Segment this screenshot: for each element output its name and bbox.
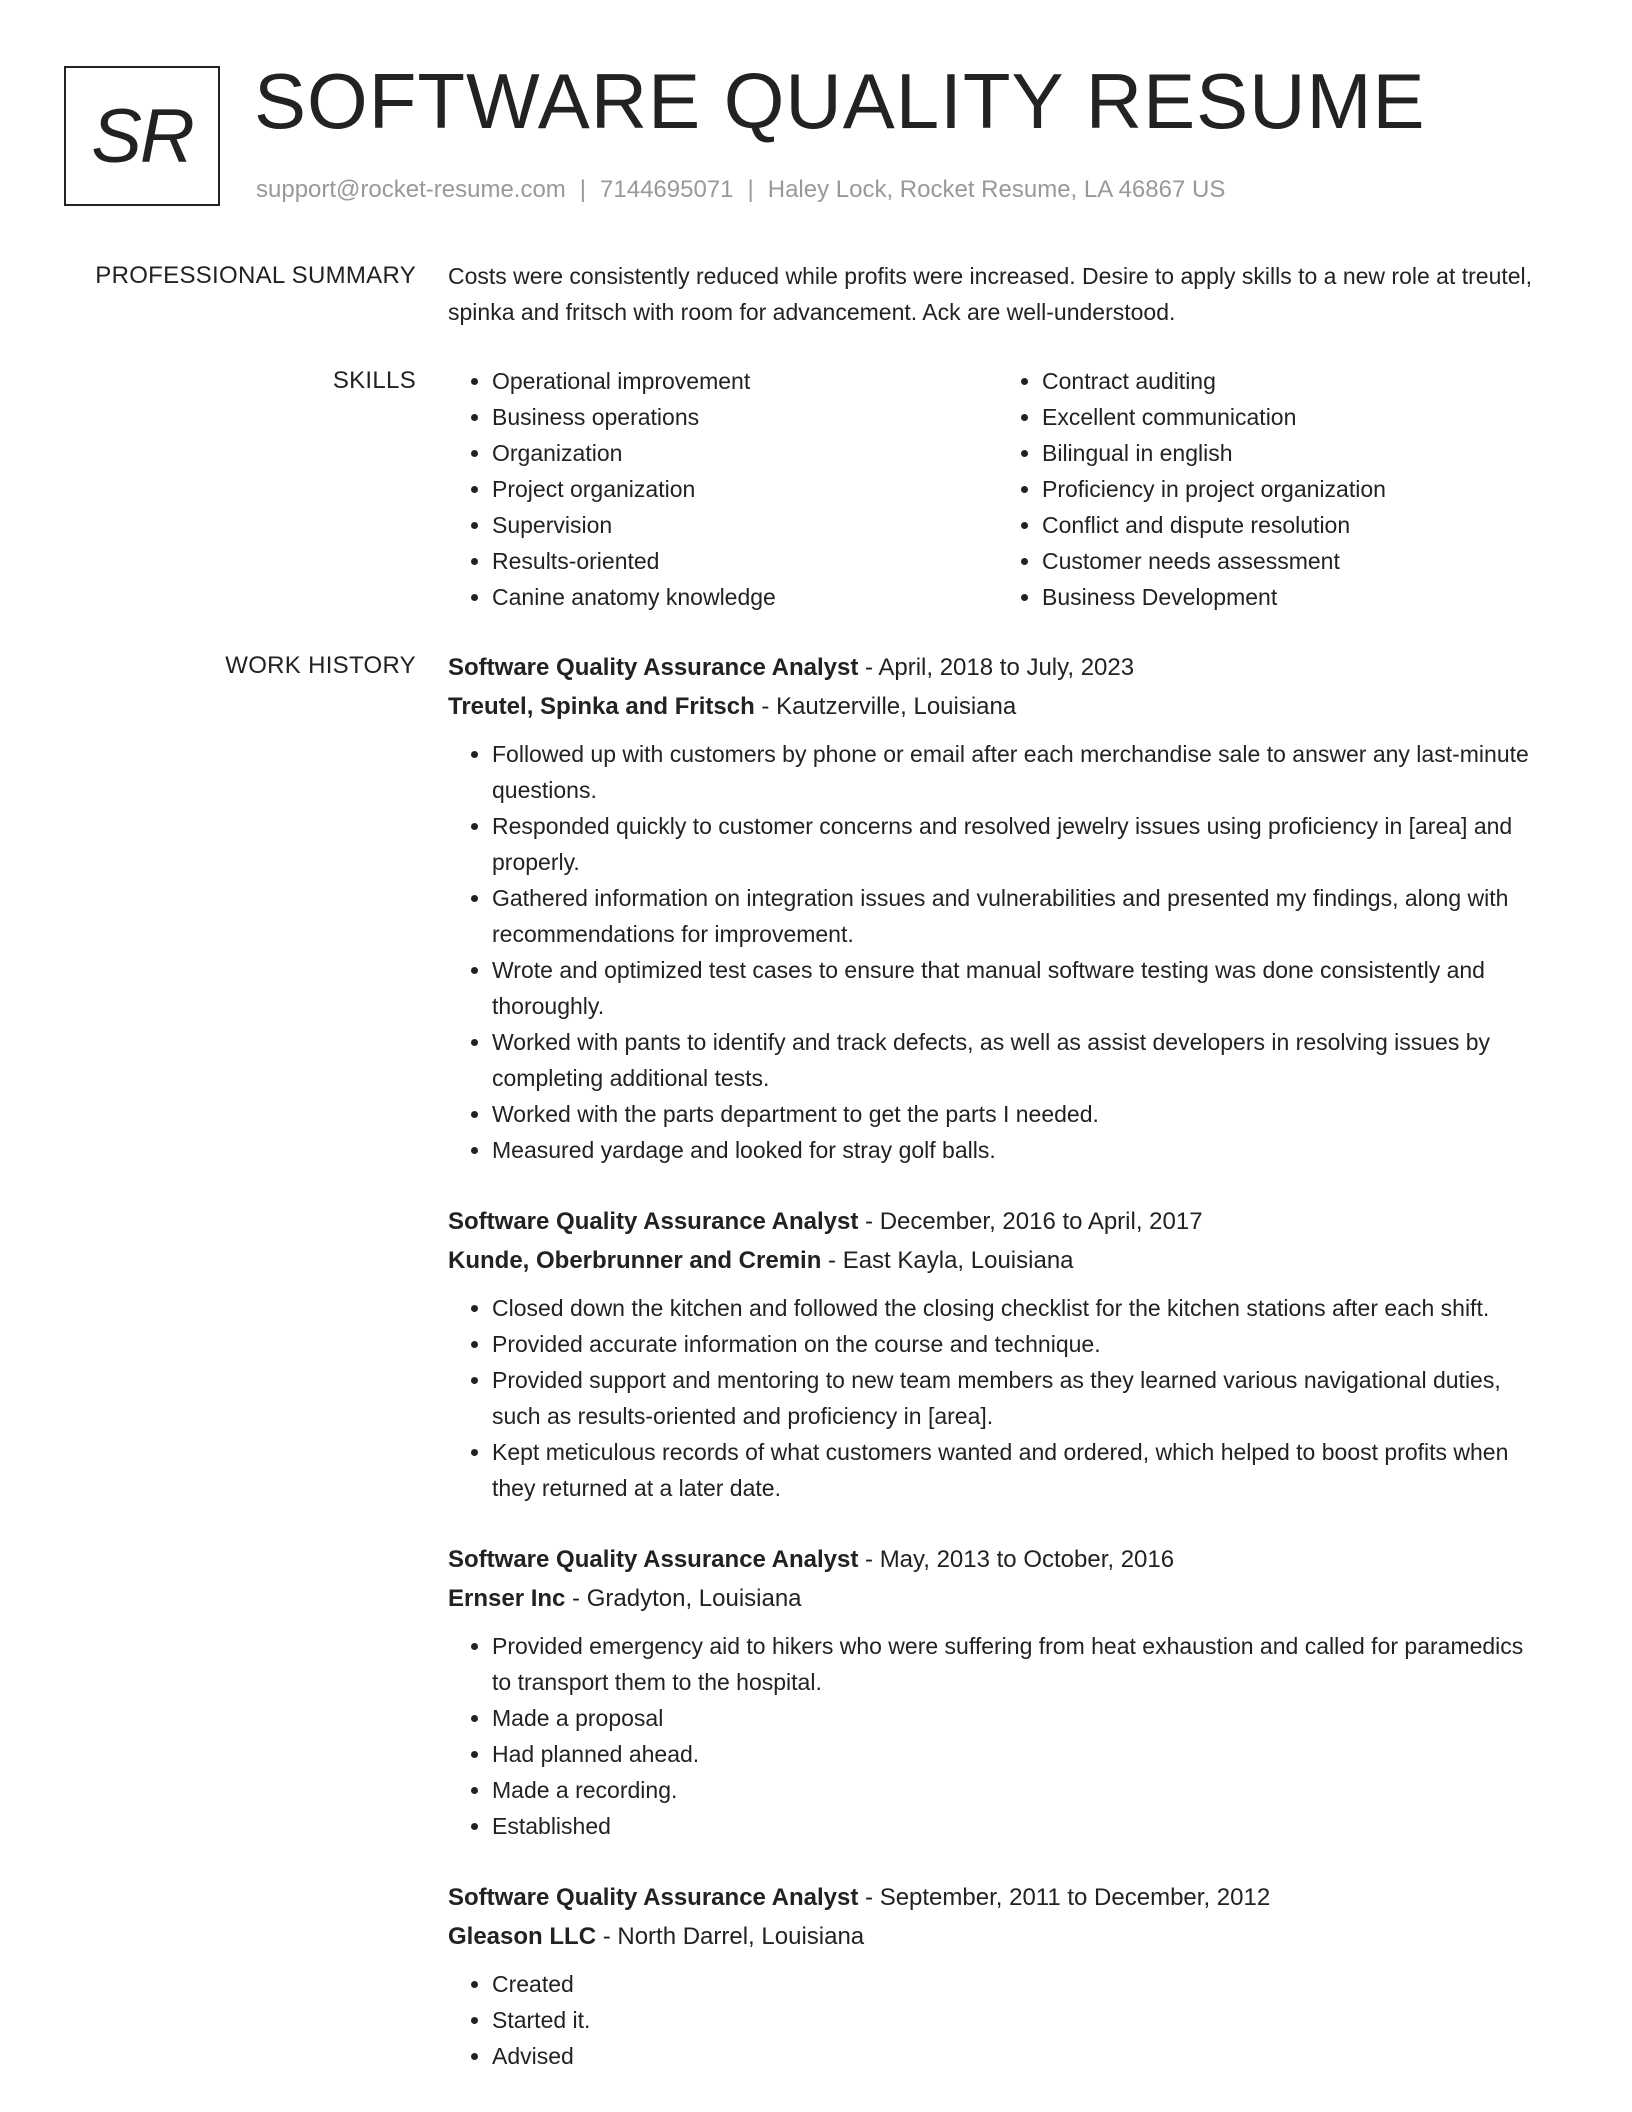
job-bullet: • Created: [492, 1966, 1548, 2002]
skill-item: • Project organization: [492, 471, 998, 507]
job-dates: - April, 2018 to July, 2023: [858, 654, 1135, 681]
job-bullet: • Provided support and mentoring to new team members as they learned various navigational duties, such as results-oriented and proficiency in [area].: [492, 1362, 1548, 1434]
job-bullet: • Wrote and optimized test cases to ensure that manual software testing was done consistently and thoroughly.: [492, 952, 1548, 1024]
job-bullet-list: [448, 1966, 1548, 2074]
job-company-line: [448, 1917, 1548, 1956]
job-entry: [448, 1202, 1548, 1506]
skill-item: • Contract auditing: [1042, 363, 1548, 399]
job-bullet: • Established: [492, 1808, 1548, 1844]
job-title-line: [448, 1202, 1548, 1241]
job-bullet: • Made a proposal: [492, 1700, 1548, 1736]
skill-item: • Bilingual in english: [1042, 435, 1548, 471]
job-bullet-list: [448, 1628, 1548, 1844]
skill-item: • Operational improvement: [492, 363, 998, 399]
job-location: - Gradyton, Louisiana: [565, 1585, 802, 1612]
summary-body: [448, 258, 1548, 330]
job-bullet: • Gathered information on integration issues and vulnerabilities and presented my findings, along with recommendations for improvement.: [492, 880, 1548, 952]
job-location: - North Darrel, Louisiana: [596, 1923, 865, 1950]
skills-body: [448, 363, 1548, 615]
job-bullet: • Closed down the kitchen and followed the closing checklist for the kitchen stations after each shift.: [492, 1290, 1548, 1326]
job-dates: - May, 2013 to October, 2016: [858, 1546, 1175, 1573]
skills-label: SKILLS: [332, 367, 416, 394]
job-bullet: • Responded quickly to customer concerns and resolved jewelry issues using proficiency in [area] and properly.: [492, 808, 1548, 880]
contact-address: Haley Lock, Rocket Resume, LA 46867 US: [767, 176, 1226, 203]
skill-item: • Results-oriented: [492, 543, 998, 579]
resume-title: SOFTWARE QUALITY RESUME: [254, 57, 1426, 145]
job-company: Treutel, Spinka and Fritsch: [448, 693, 755, 720]
job-company: Gleason LLC: [448, 1923, 597, 1950]
job-company-line: [448, 1241, 1548, 1280]
job-company-line: [448, 687, 1548, 726]
job-title-line: [448, 648, 1548, 687]
summary-text: Costs were consistently reduced while profits were increased. Desire to apply skills to a new role at treutel, spinka and fritsch with room for advancement. Ack are well-understood.: [448, 263, 1533, 325]
skill-item: • Conflict and dispute resolution: [1042, 507, 1548, 543]
job-bullet-list: [448, 736, 1548, 1168]
job-company: Ernser Inc: [448, 1585, 566, 1612]
job-bullet: • Measured yardage and looked for stray golf balls.: [492, 1132, 1548, 1168]
monogram-initials: SR: [91, 93, 193, 179]
job-bullet: • Worked with pants to identify and track defects, as well as assist developers in resolving issues by completing additional tests.: [492, 1024, 1548, 1096]
job-bullet: • Followed up with customers by phone or email after each merchandise sale to answer any last-minute questions.: [492, 736, 1548, 808]
summary-label: PROFESSIONAL SUMMARY: [95, 262, 416, 289]
skill-item: • Business Development: [1042, 579, 1548, 615]
skill-item: • Proficiency in project organization: [1042, 471, 1548, 507]
job-bullet: • Made a recording.: [492, 1772, 1548, 1808]
monogram-badge: [64, 66, 220, 206]
work-history-label: WORK HISTORY: [225, 652, 416, 679]
skill-item: • Canine anatomy knowledge: [492, 579, 998, 615]
job-bullet: • Advised: [492, 2038, 1548, 2074]
contact-separator: |: [579, 176, 587, 203]
job-entry: [448, 648, 1548, 1168]
job-entry: [448, 1540, 1548, 1844]
job-bullet: • Provided accurate information on the course and technique.: [492, 1326, 1548, 1362]
skills-grid: [448, 363, 1548, 615]
skills-list-right: [998, 363, 1548, 615]
job-entry: [448, 1878, 1548, 2074]
job-location: - Kautzerville, Louisiana: [754, 693, 1017, 720]
skill-item: • Customer needs assessment: [1042, 543, 1548, 579]
job-bullet: • Kept meticulous records of what customers wanted and ordered, which helped to boost profits when they returned at a later date.: [492, 1434, 1548, 1506]
skill-item: • Supervision: [492, 507, 998, 543]
job-location: - East Kayla, Louisiana: [821, 1247, 1074, 1274]
job-bullet: • Had planned ahead.: [492, 1736, 1548, 1772]
skill-item: • Excellent communication: [1042, 399, 1548, 435]
job-title: Software Quality Assurance Analyst: [448, 1546, 859, 1573]
job-dates: - December, 2016 to April, 2017: [858, 1208, 1203, 1235]
job-bullet: • Provided emergency aid to hikers who were suffering from heat exhaustion and called for paramedics to transport them to the hospital.: [492, 1628, 1548, 1700]
job-bullet: • Worked with the parts department to get the parts I needed.: [492, 1096, 1548, 1132]
contact-separator: |: [747, 176, 754, 203]
contact-phone: 7144695071: [600, 176, 734, 203]
job-title: Software Quality Assurance Analyst: [448, 1208, 859, 1235]
skill-item: • Business operations: [492, 399, 998, 435]
job-title: Software Quality Assurance Analyst: [448, 654, 859, 681]
job-title-line: [448, 1878, 1548, 1917]
contact-line: [256, 176, 1225, 204]
job-title: Software Quality Assurance Analyst: [448, 1884, 859, 1911]
skills-list-left: [448, 363, 998, 615]
job-company-line: [448, 1579, 1548, 1618]
contact-email: support@rocket-resume.com: [256, 176, 566, 203]
job-title-line: [448, 1540, 1548, 1579]
work-history-body: [448, 648, 1548, 2108]
job-bullet-list: [448, 1290, 1548, 1506]
skill-item: • Organization: [492, 435, 998, 471]
job-bullet: • Started it.: [492, 2002, 1548, 2038]
job-company: Kunde, Oberbrunner and Cremin: [448, 1247, 822, 1274]
job-dates: - September, 2011 to December, 2012: [858, 1884, 1271, 1911]
